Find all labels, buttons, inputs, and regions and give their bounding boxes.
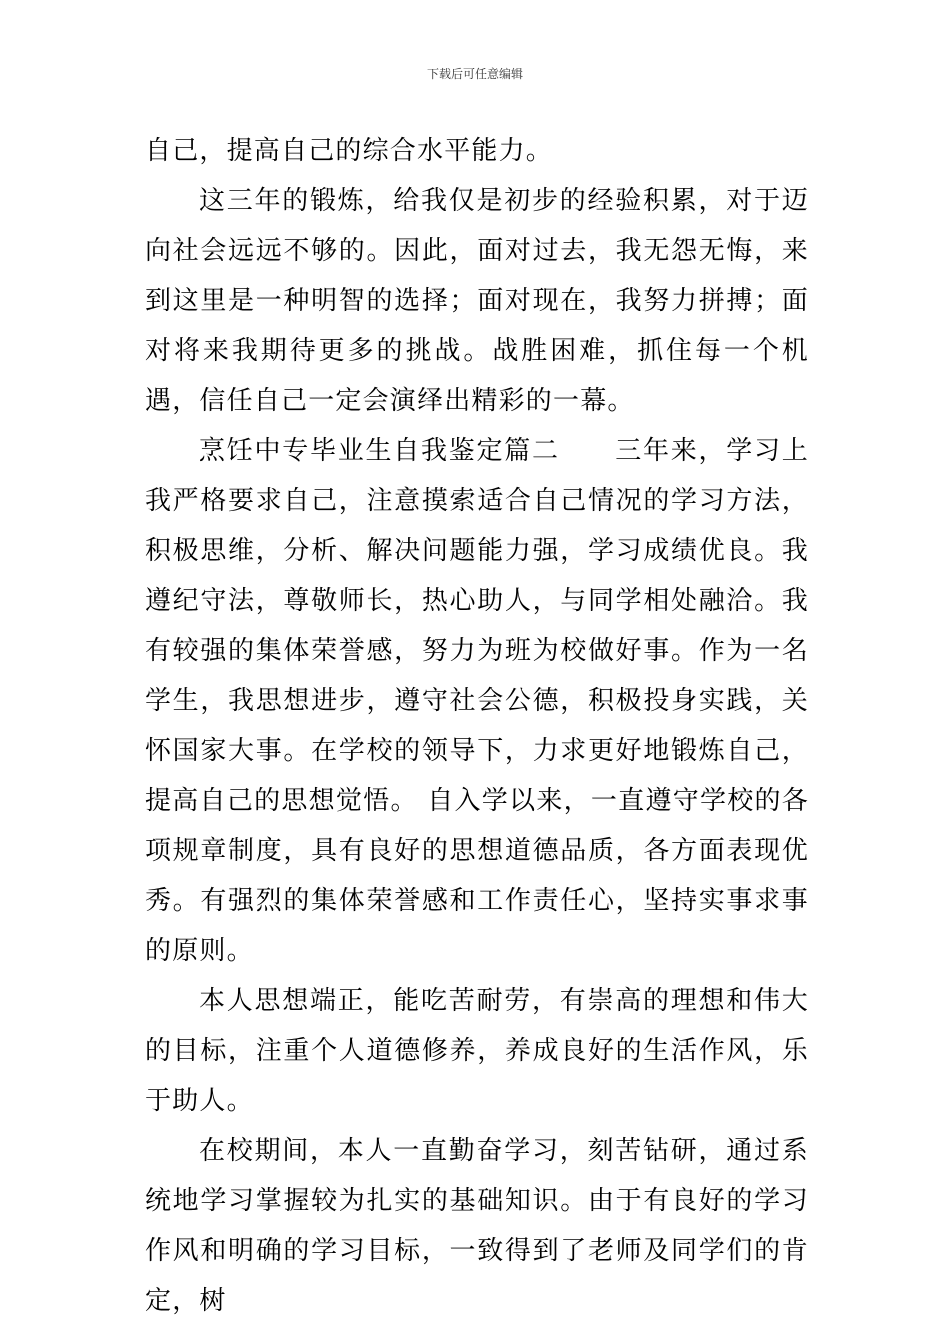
paragraph-4: 本人思想端正，能吃苦耐劳，有崇高的理想和伟大的目标，注重个人道德修养，养成良好的生活作风，乐于助人。 [145, 986, 809, 1116]
paragraph-2: 这三年的锻炼，给我仅是初步的经验积累，对于迈向社会远远不够的。因此，面对过去，我无怨无悔，来到这里是一种明智的选择；面对现在，我努力拼搏；面对将来我期待更多的挑战。战胜困难，抓住每一个机遇，信任自己一定会演绎出精彩的一幕。 [145, 186, 809, 416]
paragraph-3: 烹饪中专毕业生自我鉴定篇二 三年来，学习上我严格要求自己，注意摸索适合自己情况的学习方法，积极思维，分析、解决问题能力强，学习成绩优良。我遵纪守法，尊敬师长，热心助人，与同学相处融洽。我有较强的集体荣誉感，努力为班为校做好事。作为一名学生，我思想进步，遵守社会公德，积极投身实践，关怀国家大事。在学校的领导下，力求更好地锻炼自己，提高自己的思想觉悟。 自入学以来，一直遵守学校的各项规章制度，具有良好的思想道德品质，各方面表现优秀。有强烈的集体荣誉感和工作责任心，坚持实事求事的原则。 [145, 436, 809, 966]
paragraph-5: 在校期间，本人一直勤奋学习，刻苦钻研，通过系统地学习掌握较为扎实的基础知识。由于有良好的学习作风和明确的学习目标，一致得到了老师及同学们的肯定，树 [145, 1136, 809, 1316]
document-body [145, 126, 809, 1326]
paragraph-1: 自己，提高自己的综合水平能力。 [145, 136, 554, 166]
page-header: 下载后可任意编辑 [426, 67, 523, 81]
